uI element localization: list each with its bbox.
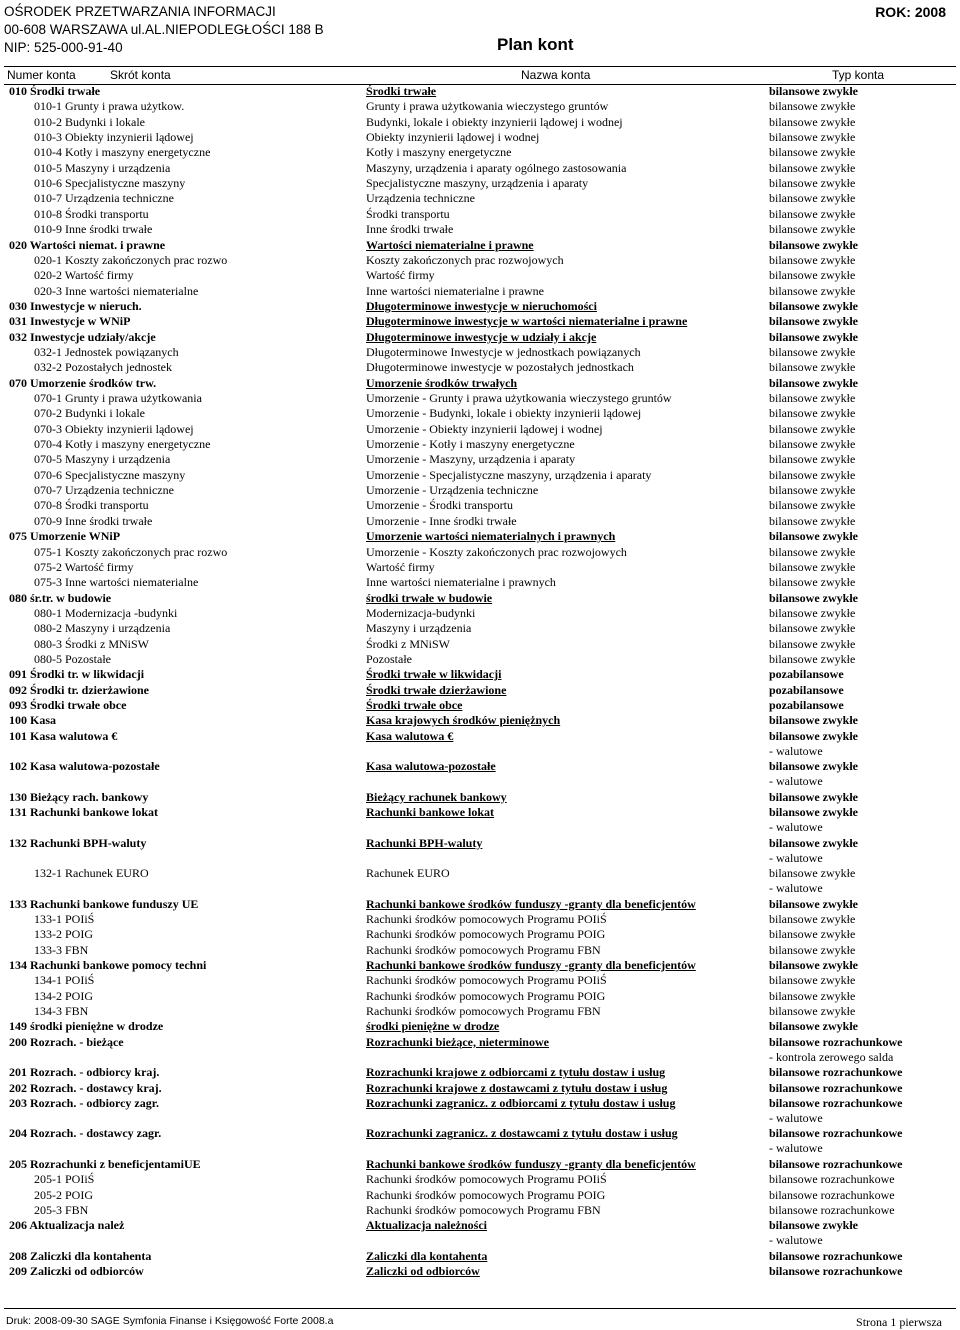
- account-type: bilansowe zwykłe: [769, 206, 856, 221]
- account-number: 020-3 Inne wartości niematerialne: [34, 283, 199, 298]
- account-number: 206 Aktualizacja należ: [9, 1218, 125, 1233]
- page-title: Plan kont: [497, 35, 574, 54]
- account-name: Aktualizacja należności: [366, 1218, 487, 1233]
- account-number: 032-1 Jednostek powiązanych: [34, 344, 179, 359]
- account-number: 205-1 POIiŚ: [34, 1172, 95, 1187]
- account-number: 030 Inwestycje w nieruch.: [9, 298, 142, 313]
- account-type: bilansowe zwykłe: [769, 728, 859, 743]
- account-type: bilansowe zwykłe: [769, 575, 856, 590]
- year-label: ROK: 2008: [875, 4, 946, 20]
- account-type: bilansowe zwykłe: [769, 590, 859, 605]
- account-name: Rachunki środków pomocowych Programu POIG: [366, 1187, 606, 1202]
- account-name: Wartości niematerialne i prawne: [366, 237, 534, 252]
- account-name: Umorzenie - Grunty i prawa użytkowania wieczystego gruntów: [366, 391, 672, 405]
- account-name: Rachunki środków pomocowych Programu POIG: [366, 988, 606, 1003]
- account-name: Pozostałe: [366, 651, 412, 666]
- page-number: Strona 1 pierwsza: [856, 1315, 942, 1329]
- account-number: 201 Rozrach. - odbiorcy kraj.: [9, 1065, 160, 1080]
- account-type: bilansowe zwykłe: [769, 835, 859, 850]
- account-name: Koszty zakończonych prac rozwojowych: [366, 252, 564, 267]
- account-name: Umorzenie - Budynki, lokale i obiekty inzynierii lądowej: [366, 406, 642, 421]
- account-type: bilansowe zwykłe: [769, 360, 856, 375]
- account-name: Kasa walutowa €: [366, 728, 454, 743]
- account-number: 132 Rachunki BPH-waluty: [9, 835, 147, 850]
- account-type: bilansowe rozrachunkowe: [769, 1156, 903, 1171]
- account-type-detail: - walutowe: [769, 881, 823, 896]
- account-name: Długoterminowe inwestycje w nieruchomości: [366, 298, 597, 313]
- account-name: Inne wartości niematerialne i prawne: [366, 283, 544, 298]
- account-type: bilansowe zwykłe: [769, 942, 856, 957]
- account-number: 070-1 Grunty i prawa użytkowania: [34, 391, 202, 405]
- account-type: bilansowe zwykłe: [769, 176, 856, 191]
- account-type: bilansowe zwykłe: [769, 759, 859, 774]
- account-number: 075-2 Wartość firmy: [34, 559, 134, 574]
- account-number: 080-5 Pozostałe: [34, 651, 111, 666]
- account-type: bilansowe zwykłe: [769, 957, 859, 972]
- account-number: 130 Bieżący rach. bankowy: [9, 789, 149, 804]
- page-footer: [4, 1308, 956, 1329]
- account-number: 200 Rozrach. - bieżące: [9, 1034, 124, 1049]
- account-type: bilansowe zwykłe: [769, 973, 856, 988]
- account-number: 091 Środki tr. w likwidacji: [9, 667, 145, 682]
- account-number: 080-3 Środki z MNiSW: [34, 636, 149, 651]
- account-number: 070-5 Maszyny i urządzenia: [34, 452, 171, 467]
- column-header-typ: Typ konta: [832, 68, 885, 82]
- account-name: Obiekty inzynierii lądowej i wodnej: [366, 130, 540, 145]
- account-type: bilansowe rozrachunkowe: [769, 1264, 903, 1279]
- account-type: bilansowe zwykłe: [769, 191, 856, 206]
- account-type-detail: - walutowe: [769, 774, 823, 789]
- account-type: bilansowe zwykłe: [769, 344, 856, 359]
- column-header-numer: Numer konta: [7, 68, 76, 82]
- account-number: 070-7 Urządzenia techniczne: [34, 483, 174, 498]
- account-name: Kotły i maszyny energetyczne: [366, 145, 512, 160]
- account-type: bilansowe zwykłe: [769, 252, 856, 267]
- account-name: Umorzenie - Obiekty inzynierii lądowej i wodnej: [366, 421, 603, 436]
- account-number: 010-7 Urządzenia techniczne: [34, 191, 174, 206]
- account-type: bilansowe zwykłe: [769, 375, 859, 390]
- account-number: 080-2 Maszyny i urządzenia: [34, 621, 171, 636]
- account-number: 070-6 Specjalistyczne maszyny: [34, 467, 186, 482]
- account-name: Rozrachunki bieżące, nieterminowe: [366, 1034, 549, 1049]
- account-number: 092 Środki tr. dzierżawione: [9, 682, 149, 697]
- account-type: bilansowe zwykłe: [769, 805, 859, 820]
- org-name: OŚRODEK PRZETWARZANIA INFORMACJI: [4, 4, 276, 19]
- account-number: 010-4 Kotły i maszyny energetyczne: [34, 145, 211, 160]
- account-type: bilansowe zwykłe: [769, 84, 859, 98]
- account-type: bilansowe zwykłe: [769, 406, 856, 421]
- account-number: 093 Środki trwałe obce: [9, 698, 127, 712]
- account-type: bilansowe zwykłe: [769, 268, 856, 283]
- account-name: Grunty i prawa użytkowania wieczystego gruntów: [366, 99, 609, 114]
- account-number: 032 Inwestycje udziały/akcje: [9, 329, 156, 344]
- column-header-nazwa: Nazwa konta: [521, 68, 591, 82]
- account-name: Środki trwałe obce: [366, 698, 463, 712]
- account-type: bilansowe zwykłe: [769, 283, 856, 298]
- account-type: bilansowe rozrachunkowe: [769, 1034, 903, 1049]
- account-number: 133-2 POIG: [34, 927, 93, 942]
- account-number: 208 Zaliczki dla kontahenta: [9, 1248, 152, 1263]
- account-number: 209 Zaliczki od odbiorców: [9, 1264, 144, 1279]
- account-number: 031 Inwestycje w WNiP: [9, 314, 131, 329]
- account-type: bilansowe zwykłe: [769, 437, 856, 452]
- account-type-detail: - walutowe: [769, 820, 823, 835]
- account-name: Kasa walutowa-pozostałe: [366, 759, 496, 774]
- account-name: Wartość firmy: [366, 559, 435, 574]
- account-number: 070 Umorzenie środków trw.: [9, 375, 157, 390]
- account-type: bilansowe zwykłe: [769, 605, 856, 620]
- account-name: Rachunki bankowe środków funduszy -granty dla beneficjentów: [366, 896, 696, 911]
- org-address: 00-608 WARSZAWA ul.AL.NIEPODLEGŁOŚCI 188 B: [4, 22, 324, 37]
- account-type: bilansowe zwykłe: [769, 391, 856, 405]
- account-name: Długoterminowe inwestycje w pozostałych jednostkach: [366, 360, 634, 375]
- column-header-skrot: Skrót konta: [110, 68, 171, 82]
- account-name: Umorzenie środków trwałych: [366, 375, 518, 390]
- account-number: 070-2 Budynki i lokale: [34, 406, 145, 421]
- print-info: Druk: 2008-09-30 SAGE Symfonia Finanse i Księgowość Forte 2008.a: [6, 1315, 334, 1327]
- account-type: bilansowe rozrachunkowe: [769, 1065, 903, 1080]
- account-name: Specjalistyczne maszyny, urządzenia i aparaty: [366, 176, 589, 191]
- account-number: 032-2 Pozostałych jednostek: [34, 360, 172, 375]
- account-name: Długoterminowe inwestycje w udziały i akcje: [366, 329, 597, 344]
- account-name: Umorzenie - Specjalistyczne maszyny, urządzenia i aparaty: [366, 467, 652, 482]
- account-name: Budynki, lokale i obiekty inzynierii lądowej i wodnej: [366, 114, 623, 129]
- account-name: Środki transportu: [366, 206, 450, 221]
- account-number: 010-9 Inne środki trwałe: [34, 222, 153, 237]
- account-name: Długoterminowe inwestycje w wartości niematerialne i prawne: [366, 314, 688, 329]
- account-name: Kasa krajowych środków pieniężnych: [366, 713, 561, 728]
- account-number: 133-3 FBN: [34, 942, 89, 957]
- account-type: bilansowe rozrachunkowe: [769, 1126, 903, 1141]
- account-type: bilansowe zwykłe: [769, 145, 856, 160]
- account-type: bilansowe rozrachunkowe: [769, 1172, 895, 1187]
- account-type: bilansowe rozrachunkowe: [769, 1080, 903, 1095]
- account-type: bilansowe zwykłe: [769, 896, 859, 911]
- account-type: bilansowe zwykłe: [769, 498, 856, 513]
- account-name: Rachunki środków pomocowych Programu POIiŚ: [366, 911, 607, 926]
- account-number: 010-3 Obiekty inzynierii lądowej: [34, 130, 194, 145]
- account-number: 070-3 Obiekty inzynierii lądowej: [34, 421, 194, 436]
- account-name: Umorzenie - Środki transportu: [366, 498, 513, 513]
- account-type: bilansowe zwykłe: [769, 866, 856, 881]
- account-type-detail: - walutowe: [769, 743, 823, 758]
- account-number: 020-1 Koszty zakończonych prac rozwo: [34, 252, 228, 267]
- account-type: bilansowe zwykłe: [769, 789, 859, 804]
- account-type: bilansowe rozrachunkowe: [769, 1202, 895, 1217]
- account-type: bilansowe rozrachunkowe: [769, 1095, 903, 1110]
- account-number: 070-4 Kotły i maszyny energetyczne: [34, 437, 211, 452]
- account-number: 101 Kasa walutowa €: [9, 728, 118, 743]
- account-type-detail: - walutowe: [769, 1141, 823, 1156]
- account-type: bilansowe zwykłe: [769, 130, 856, 145]
- account-type: bilansowe zwykłe: [769, 314, 859, 329]
- account-number: 075-3 Inne wartości niematerialne: [34, 575, 199, 590]
- account-type-detail: - walutowe: [769, 1233, 823, 1248]
- account-type: bilansowe zwykłe: [769, 222, 856, 237]
- account-name: Inne środki trwałe: [366, 222, 454, 237]
- account-type: bilansowe zwykłe: [769, 421, 856, 436]
- account-type: bilansowe zwykłe: [769, 1218, 859, 1233]
- account-number: 010 Środki trwałe: [9, 84, 101, 98]
- account-number: 204 Rozrach. - dostawcy zagr.: [9, 1126, 162, 1141]
- account-number: 203 Rozrach. - odbiorcy zagr.: [9, 1095, 159, 1110]
- account-type: bilansowe zwykłe: [769, 988, 856, 1003]
- account-name: Urządzenia techniczne: [366, 191, 475, 206]
- account-type: bilansowe zwykłe: [769, 636, 856, 651]
- account-number: 075-1 Koszty zakończonych prac rozwo: [34, 544, 228, 559]
- account-type-detail: - walutowe: [769, 1110, 823, 1125]
- organization-header: [4, 3, 324, 57]
- account-number: 134-3 FBN: [34, 1004, 89, 1018]
- account-name: Rachunki środków pomocowych Programu FBN: [366, 1004, 601, 1018]
- account-number: 205-3 FBN: [34, 1202, 89, 1217]
- account-type: bilansowe zwykłe: [769, 114, 856, 129]
- account-number: 010-1 Grunty i prawa użytkow.: [34, 99, 185, 114]
- account-name: Rozrachunki krajowe z dostawcami z tytułu dostaw i usług: [366, 1080, 668, 1095]
- account-number: 075 Umorzenie WNiP: [9, 529, 121, 544]
- account-type: bilansowe zwykłe: [769, 160, 856, 175]
- account-name: Rachunki bankowe środków funduszy -granty dla beneficjentów: [366, 957, 696, 972]
- account-number: 070-9 Inne środki trwałe: [34, 513, 153, 528]
- account-name: Umorzenie - Inne środki trwałe: [366, 513, 517, 528]
- account-name: Umorzenie - Kotły i maszyny energetyczne: [366, 437, 575, 452]
- account-name: Środki trwałe: [366, 84, 437, 98]
- account-name: Maszyny i urządzenia: [366, 621, 472, 636]
- account-type: bilansowe zwykłe: [769, 99, 856, 114]
- account-type: bilansowe zwykłe: [769, 452, 856, 467]
- account-name: Maszyny, urządzenia i aparaty ogólnego zastosowania: [366, 160, 627, 175]
- account-number: 020-2 Wartość firmy: [34, 268, 134, 283]
- account-name: Umorzenie - Urządzenia techniczne: [366, 483, 539, 498]
- account-number: 133 Rachunki bankowe funduszy UE: [9, 896, 199, 911]
- account-name: Bieżący rachunek bankowy: [366, 789, 507, 804]
- account-type: bilansowe zwykłe: [769, 1004, 856, 1018]
- account-number: 080 śr.tr. w budowie: [9, 590, 112, 605]
- account-name: Środki z MNiSW: [366, 636, 450, 651]
- account-type: bilansowe zwykłe: [769, 911, 856, 926]
- account-number: 134-1 POIiŚ: [34, 973, 95, 988]
- account-number: 010-5 Maszyny i urządzenia: [34, 160, 171, 175]
- account-name: Rachunki środków pomocowych Programu POIiŚ: [366, 973, 607, 988]
- account-type-detail: - walutowe: [769, 850, 823, 865]
- account-type: bilansowe zwykłe: [769, 651, 856, 666]
- account-name: Umorzenie - Koszty zakończonych prac rozwojowych: [366, 544, 627, 559]
- account-type: pozabilansowe: [769, 698, 844, 712]
- account-number: 134-2 POIG: [34, 988, 93, 1003]
- account-name: Inne wartości niematerialne i prawnych: [366, 575, 556, 590]
- account-number: 149 środki pieniężne w drodze: [9, 1019, 164, 1034]
- account-name: Modernizacja-budynki: [366, 605, 476, 620]
- account-name: Rozrachunki zagranicz. z dostawcami z tytułu dostaw i usług: [366, 1126, 678, 1141]
- account-name: Środki trwałe dzierżawione: [366, 682, 507, 697]
- account-number: 010-2 Budynki i lokale: [34, 114, 145, 129]
- account-number: 132-1 Rachunek EURO: [34, 866, 149, 881]
- account-type: bilansowe zwykłe: [769, 329, 859, 344]
- account-number: 020 Wartości niemat. i prawne: [9, 237, 166, 252]
- account-number: 205-2 POIG: [34, 1187, 93, 1202]
- account-name: Zaliczki od odbiorców: [366, 1264, 480, 1279]
- account-type: bilansowe zwykłe: [769, 298, 859, 313]
- account-type: bilansowe rozrachunkowe: [769, 1248, 903, 1263]
- account-name: środki pieniężne w drodze: [366, 1019, 500, 1034]
- account-name: Środki trwałe w likwidacji: [366, 667, 502, 682]
- account-name: Rachunki bankowe lokat: [366, 805, 495, 820]
- account-type: bilansowe zwykłe: [769, 513, 856, 528]
- account-name: Umorzenie - Maszyny, urządzenia i aparaty: [366, 452, 576, 467]
- account-type: bilansowe rozrachunkowe: [769, 1187, 895, 1202]
- account-name: Wartość firmy: [366, 268, 435, 283]
- account-number: 102 Kasa walutowa-pozostałe: [9, 759, 160, 774]
- account-name: środki trwałe w budowie: [366, 590, 493, 605]
- account-name: Długoterminowe Inwestycje w jednostkach powiązanych: [366, 344, 641, 359]
- account-name: Rachunki środków pomocowych Programu POIG: [366, 927, 606, 942]
- account-name: Rachunki środków pomocowych Programu FBN: [366, 942, 601, 957]
- account-name: Rachunki bankowe środków funduszy -granty dla beneficjentów: [366, 1156, 696, 1171]
- account-number: 133-1 POIiŚ: [34, 911, 95, 926]
- org-nip: NIP: 525-000-91-40: [4, 40, 123, 55]
- account-name: Rachunki BPH-waluty: [366, 835, 483, 850]
- account-name: Rozrachunki zagranicz. z odbiorcami z tytułu dostaw i usług: [366, 1095, 676, 1110]
- account-type: bilansowe zwykłe: [769, 1019, 859, 1034]
- account-number: 010-8 Środki transportu: [34, 206, 149, 221]
- account-name: Rachunki środków pomocowych Programu POIiŚ: [366, 1172, 607, 1187]
- account-type: bilansowe zwykłe: [769, 483, 856, 498]
- account-number: 100 Kasa: [9, 713, 57, 728]
- account-type: bilansowe zwykłe: [769, 529, 859, 544]
- account-type: bilansowe zwykłe: [769, 467, 856, 482]
- account-name: Umorzenie wartości niematerialnych i prawnych: [366, 529, 616, 544]
- account-type: bilansowe zwykłe: [769, 621, 856, 636]
- account-number: 010-6 Specjalistyczne maszyny: [34, 176, 186, 191]
- account-number: 131 Rachunki bankowe lokat: [9, 805, 159, 820]
- account-type-detail: - kontrola zerowego salda: [769, 1049, 894, 1064]
- account-type: pozabilansowe: [769, 682, 844, 697]
- account-number: 134 Rachunki bankowe pomocy techni: [9, 957, 207, 972]
- account-type: bilansowe zwykłe: [769, 237, 859, 252]
- account-type: bilansowe zwykłe: [769, 544, 856, 559]
- account-type: bilansowe zwykłe: [769, 713, 859, 728]
- account-number: 070-8 Środki transportu: [34, 498, 149, 513]
- account-type: bilansowe zwykłe: [769, 927, 856, 942]
- account-number: 080-1 Modernizacja -budynki: [34, 605, 178, 620]
- account-type: pozabilansowe: [769, 667, 844, 682]
- account-number: 202 Rozrach. - dostawcy kraj.: [9, 1080, 162, 1095]
- account-type: bilansowe zwykłe: [769, 559, 856, 574]
- account-name: Rachunek EURO: [366, 866, 450, 881]
- account-number: 205 Rozrachunki z beneficjentamiUE: [9, 1156, 201, 1171]
- column-header-row: [4, 66, 956, 85]
- account-name: Rozrachunki krajowe z odbiorcami z tytułu dostaw i usług: [366, 1065, 666, 1080]
- account-name: Zaliczki dla kontahenta: [366, 1248, 488, 1263]
- account-name: Rachunki środków pomocowych Programu FBN: [366, 1202, 601, 1217]
